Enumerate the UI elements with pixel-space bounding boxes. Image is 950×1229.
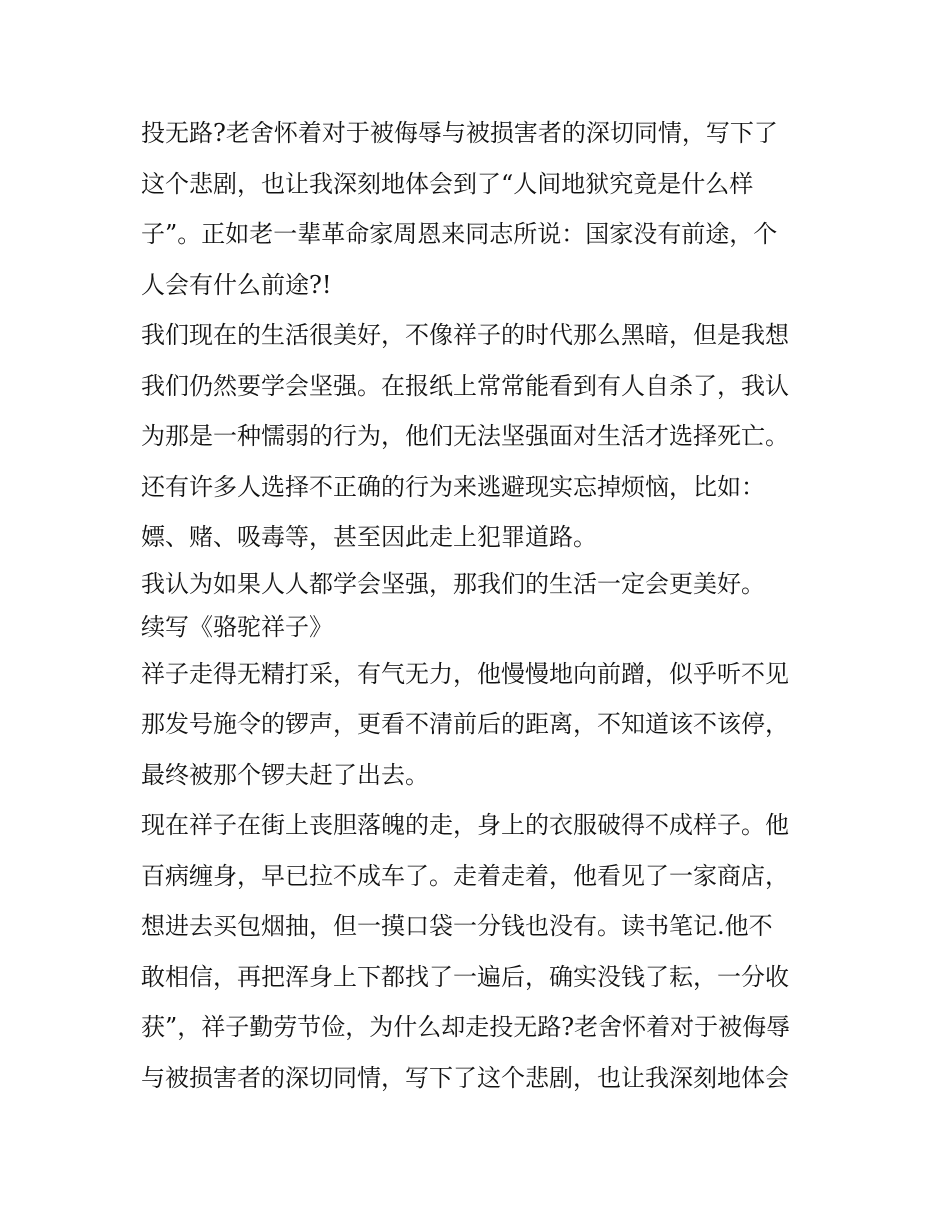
- text-line: 现在祥子在街上丧胆落魄的走，身上的衣服破得不成样子。他: [141, 811, 789, 839]
- text-line: 人会有什么前途?!: [141, 270, 332, 299]
- text-line: 子”。正如老一辈革命家周恩来同志所说：国家没有前途，个: [141, 220, 778, 248]
- text-line: 想进去买包烟抽，但一摸口袋一分钱也没有。读书笔记.他不: [141, 912, 773, 940]
- document-body: [141, 108, 821, 1103]
- text-line: 获”，祥子勤劳节俭，为什么却走投无路?老舍怀着对于被侮辱: [141, 1013, 791, 1041]
- text-line: 我们仍然要学会坚强。在报纸上常常能看到有人自杀了，我认: [141, 371, 789, 400]
- text-line: 这个悲剧，也让我深刻地体会到了“人间地狱究竟是什么样: [141, 169, 754, 198]
- text-line: 我们现在的生活很美好，不像祥子的时代那么黑暗，但是我想: [141, 321, 789, 349]
- text-line: 还有许多人选择不正确的行为来逃避现实忘掉烦恼，比如：: [141, 472, 765, 501]
- text-line: 投无路?老舍怀着对于被侮辱与被损害者的深切同情，写下了: [141, 119, 778, 147]
- text-line: 最终被那个锣夫赶了出去。: [141, 760, 429, 789]
- text-line: 为那是一种懦弱的行为，他们无法坚强面对生活才选择死亡。: [141, 422, 789, 450]
- text-line: 那发号施令的锣声，更看不清前后的距离，不知道该不该停，: [141, 710, 789, 738]
- text-line: 祥子走得无精打采，有气无力，他慢慢地向前蹭，似乎听不见: [141, 659, 789, 688]
- text-line: 与被损害者的深切同情，写下了这个悲剧，也让我深刻地体会: [141, 1063, 789, 1092]
- text-line: 我认为如果人人都学会坚强，那我们的生活一定会更美好。: [141, 569, 765, 598]
- section-heading: 续写《骆驼祥子》: [141, 612, 333, 641]
- text-line: 嫖、赌、吸毒等，甚至因此走上犯罪道路。: [141, 523, 597, 551]
- text-line: 百病缠身，早已拉不成车了。走着走着，他看见了一家商店，: [141, 861, 789, 890]
- text-line: 敢相信，再把浑身上下都找了一遍后，确实没钱了耘，一分收: [141, 962, 789, 991]
